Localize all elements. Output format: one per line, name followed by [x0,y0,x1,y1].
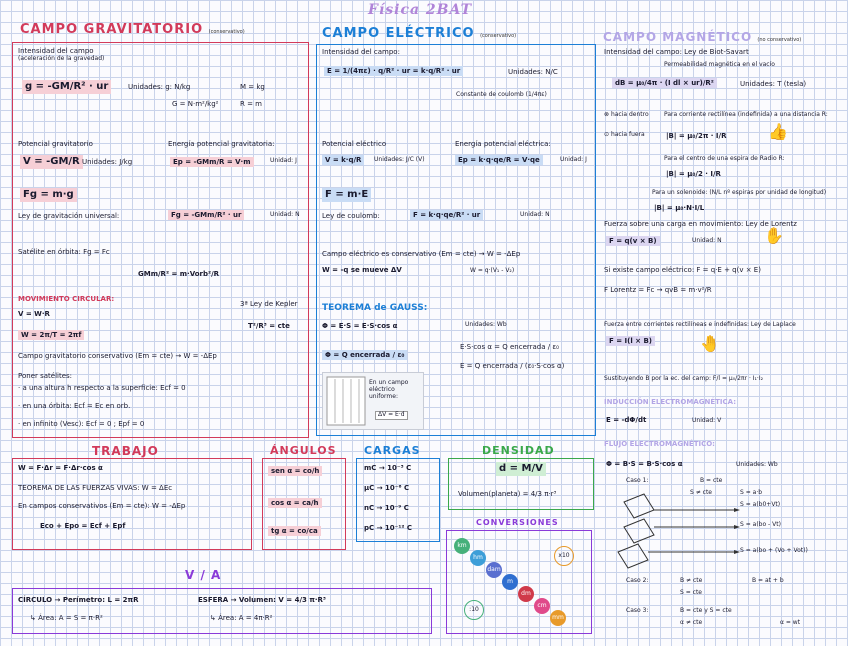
gravitatorio-title: CAMPO GRAVITATORIO (conservativo) [20,22,245,37]
mag-induccion-title: INDUCCIÓN ELECTROMAGNÉTICA: [604,398,736,406]
conv-div: :10 [464,600,484,620]
mag-caso2-a: B ≠ cte [680,577,703,584]
elec-trabajo-note: W = q·(V₁ - V₂) [470,267,515,274]
elec-gauss-title: TEOREMA de GAUSS: [322,303,428,313]
trabajo-title: TRABAJO [92,444,159,458]
grav-unidades-R: R = m [240,100,262,108]
grav-kepler: 3ª Ley de Kepler [240,300,298,308]
elec-energia-unidades: Unidad: J [560,156,587,163]
grav-intensidad-label: Intensidad del campo [18,47,94,55]
mag-permeabilidad: Permeabilidad magnética en el vacío [664,61,775,68]
grav-satelite-formula: GMm/R² = m·Vorb²/R [138,270,220,278]
cargas-uc: μC → 10⁻⁶ C [364,484,410,492]
grav-formula-g: g = -GM/R² · ur [22,80,111,94]
mag-lorentz-fc: F Lorentz = Fc → qvB = m·v²/R [604,286,712,294]
conversiones-title: CONVERSIONES [476,518,559,527]
mag-caso1-c: S = a·b [740,489,763,496]
grav-energia-label: Energía potencial gravitatoria: [168,140,275,148]
elec-conservativo: Campo eléctrico es conservativo (Em = cte) → W = -ΔEp [322,250,521,258]
grav-poner: Poner satélites: [18,372,73,380]
uniform-formula: ΔV = E·d [375,411,408,420]
densidad-formula: d = M/V [496,462,546,476]
mag-caso2-b: S = cte [680,589,702,596]
elec-gauss-E: E = Q encerrada / (ε₀·S·cos α) [460,362,565,370]
mag-caso3-a: B = cte y S = cte [680,607,732,614]
va-circulo-area: ↳ Área: A = S = π·R² [30,614,103,622]
mag-caso1-d: S = a(b0+Vt) [740,501,781,508]
trabajo-formula: W = F·Δr = F·Δr·cos α [18,464,103,472]
grav-energia-formula: Ep = -GMm/R = V·m [170,157,254,167]
conv-unit-dm: dm [518,586,534,602]
grav-circular-title: MOVIMIENTO CIRCULAR: [18,295,115,303]
mag-caso1: Caso 1: [626,477,649,484]
angulos-sen: sen α = co/h [268,466,322,476]
grav-unidades-G: G = N·m²/kg² [172,100,219,108]
mag-hacia-dentro: ⊗ hacia dentro [604,111,649,118]
elec-gauss-q2: E·S·cos α = Q encerrada / ε₀ [460,343,559,351]
conv-unit-km: km [454,538,470,554]
va-circulo: CÍRCULO → Perímetro: L = 2πR [18,596,139,604]
uniform-field-diagram [322,372,424,430]
mag-solenoide-label: Para un solenoide: (N/L nº espiras por unidad de longitud) [652,189,827,196]
grav-bullet3: · en infinito (Vesc): Ecf = 0 ; Epf = 0 [18,420,145,428]
mag-faraday: E = -dΦ/dt [606,416,647,424]
mag-lorentz-unidades: Unidad: N [692,237,722,244]
mag-corriente-label: Para corriente rectilínea (indefinida) a una distancia R: [664,111,828,118]
elec-potencial-label: Potencial eléctrico [322,140,387,148]
grav-potencial-formula: V = -GM/R [20,155,83,169]
elec-unidades-E: Unidades: N/C [508,68,558,76]
mag-intensidad-label: Intensidad del campo: Ley de Biot-Savart [604,48,749,56]
densidad-title: DENSIDAD [482,444,555,457]
mag-caso1-b: S ≠ cte [690,489,712,496]
conversiones-stairs [450,534,588,630]
electrico-note: (conservativo) [480,33,517,39]
elec-potencial-formula: V = k·q/R [322,155,364,165]
elec-trabajo-formula: W = -q se mueve ΔV [322,266,402,274]
uniform-caption: En un campo eléctrico uniforme: [369,379,409,401]
mag-caso3: Caso 3: [626,607,649,614]
elec-potencial-unidades: Unidades: J/C (V) [374,156,425,163]
thumb-rule-icon: 👍 [768,122,788,141]
mag-espira-formula: |B| = μ₀/2 · I/R [666,170,721,178]
grav-fuerza-peso: Fg = m·g [20,188,77,202]
flux-diagrams-icon [604,482,744,572]
elec-intensidad-label: Intensidad del campo: [322,48,400,56]
elec-gauss-unidades: Unidades: Wb [465,321,507,328]
mag-laplace-formula: F = I(l × B) [606,336,655,346]
mag-flujo-title: FLUJO ELECTROMAGNÉTICO: [604,440,715,448]
elec-energia-label: Energía potencial eléctrica: [455,140,551,148]
va-esfera-area: ↳ Área: A = 4π·R² [210,614,273,622]
trabajo-ec-ep: Eco + Epo = Ecf + Epf [40,522,126,530]
uniform-field-plot-icon [325,375,367,427]
densidad-volumen: Volumen(planeta) = 4/3 π·r³ [458,490,557,498]
mag-caso2: Caso 2: [626,577,649,584]
mag-si-existe: Si existe campo eléctrico: F = q·E + q(v × E) [604,266,761,274]
elec-coulomb-const: Constante de coulomb (1/4πε) [456,91,547,98]
angulos-title: ÁNGULOS [270,444,337,457]
mag-flujo-formula: Φ = B·S = B·S·cos α [606,460,683,468]
mag-caso1-f: S = a(bo + (Vo + Vot)) [740,547,808,554]
grav-ley-unidades: Unidad: N [270,211,300,218]
conv-unit-m: m [502,574,518,590]
mag-caso3-b: α ≠ cte [680,619,703,626]
grav-bullet1: · a una altura h respecto a la superficie: Ecf = 0 [18,384,186,392]
grav-ley-label: Ley de gravitación universal: [18,212,120,220]
hand-rule-icon: ✋ [764,226,784,245]
conv-unit-cm: cm [534,598,550,614]
mag-corriente-formula: |B| = μ₀/2π · I/R [666,132,727,140]
hand-laplace-icon: 🤚 [700,334,720,353]
conv-unit-mm: mm [550,610,566,626]
va-box [12,588,432,634]
angulos-cos: cos α = ca/h [268,498,322,508]
mag-caso3-c: α = wt [780,619,801,626]
conv-unit-dam: dam [486,562,502,578]
mag-lorentz-formula: F = q(v × B) [606,236,660,246]
grav-unidades-M: M = kg [240,83,265,91]
mag-fuerza-conductores: Fuerza entre corrientes rectilíneas e indefinidas: Ley de Laplace [604,321,796,328]
trabajo-teorema: TEOREMA DE LAS FUERZAS VIVAS: W = ΔEc [18,484,173,492]
elec-ley-unidades: Unidad: N [520,211,550,218]
magnetico-title: CAMPO MAGNÉTICO (no conservativo) [603,30,802,44]
va-esfera: ESFERA → Volumen: V = 4/3 π·R³ [198,596,326,604]
elec-ley-label: Ley de coulomb: [322,212,380,220]
angulos-tg: tg α = co/ca [268,526,321,536]
page-title: Física 2BAT [368,2,473,18]
grav-unidades-g: Unidades: g: N/kg [128,83,191,91]
elec-formula-E: E = 1/(4πε) · q/R² · ur = k·q/R² · ur [324,66,463,76]
mag-solenoide-formula: |B| = μ₀·N·I/L [654,204,705,212]
cargas-title: CARGAS [364,444,421,457]
mag-caso2-c: B = at + b [752,577,784,584]
grav-bullet2: · en una órbita: Ecf = Ec en orb. [18,402,131,410]
grav-ley-formula: Fg = -GMm/R² · ur [168,210,244,220]
mag-hacia-fuera: ⊙ hacia fuera [604,131,645,138]
mag-faraday-unidades: Unidad: V [692,417,722,424]
mag-flujo-unidades: Unidades: Wb [736,461,778,468]
grav-v-formula: V = W·R [18,310,50,318]
mag-formula-B: dB = μ₀/4π · (I dl × ur)/R² [612,78,717,88]
grav-satelite: Satélite en órbita: Fg = Fc [18,248,110,256]
cargas-nc: nC → 10⁻⁹ C [364,504,409,512]
mag-unidades-B: Unidades: T (tesla) [740,80,807,88]
elec-gauss-q: Φ = Q encerrada / ε₀ [322,350,407,360]
conv-mult: x10 [554,546,574,566]
grav-potencial-unidades: Unidades: J/kg [82,158,133,166]
elec-gauss-formula: Φ = E·S = E·S·cos α [322,322,398,330]
cargas-mc: mC → 10⁻³ C [364,464,412,472]
mag-caso1-e: S = a(bo - Vt) [740,521,781,528]
va-title: V / A [185,568,222,582]
grav-conservativo: Campo gravitatorio conservativo (Em = cte) → W = -ΔEp [18,352,217,360]
conv-unit-hm: hm [470,550,486,566]
mag-lorentz-label: Fuerza sobre una carga en movimiento: Ley de Lorentz [604,220,797,228]
grav-w-formula: W = 2π/T = 2πf [18,330,84,340]
gravitatorio-note: (conservativo) [208,29,245,35]
mag-espira-label: Para el centro de una espira de Radio R: [664,155,785,162]
elec-ley-formula: F = k·q·qe/R² · ur [410,210,483,220]
cargas-pc: pC → 10⁻¹² C [364,524,413,532]
trabajo-conservativos: En campos conservativos (Em = cte): W = -ΔEp [18,502,186,510]
magnetico-note: (no conservativo) [757,37,802,43]
elec-energia-formula: Ep = k·q·qe/R = V·qe [455,155,543,165]
grav-intensidad-sub: (aceleración de la gravedad) [18,55,105,62]
grav-potencial-label: Potencial gravitatorio [18,140,93,148]
grav-energia-unidades: Unidad: J [270,157,297,164]
mag-caso1-a: B = cte [700,477,723,484]
mag-sustituyendo: Sustituyendo B por la ec. del camp: F/l = μ₀/2πr · I₁·I₂ [604,375,764,382]
electrico-title: CAMPO ELÉCTRICO (conservativo) [322,26,517,41]
elec-fuerza: F = m·E [322,188,371,202]
grav-kepler-formula: T²/R³ = cte [248,322,290,330]
